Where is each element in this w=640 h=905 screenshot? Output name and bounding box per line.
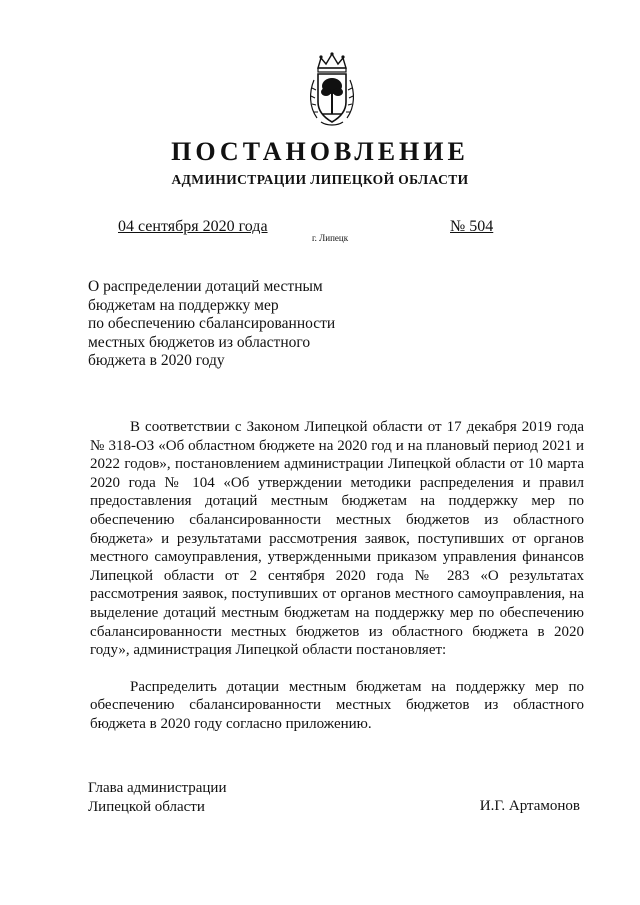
document-type-title: ПОСТАНОВЛЕНИЕ: [171, 137, 469, 166]
signatory-title-line: Липецкой области: [88, 798, 205, 815]
issuer-title: АДМИНИСТРАЦИИ ЛИПЕЦКОЙ ОБЛАСТИ: [171, 172, 469, 187]
signatory-title: [88, 779, 226, 816]
subject-line: О распределении дотаций местным: [88, 278, 323, 295]
lipetsk-coat-of-arms-icon: [309, 52, 355, 128]
document-body: [90, 418, 584, 734]
document-subject: [88, 278, 388, 371]
body-paragraph-legal-basis: В соответствии с Законом Липецкой области от 17 декабря 2019 года № 318-ОЗ «Об областном бюджете на 2020 год и на плановый период 2021 и 2022 годов», постановлением администрации Липецкой области от 10 марта 2020 года № 104 «Об утверждении методики распределения и правил предоставления дотаций местным бюджетам на поддержку мер по обеспечению сбалансированности местных бюджетов из областного бюджета» и результатами рассмотрения заявок, поступивших от органов местного самоуправления, утвержденными приказом управления финансов Липецкой области от 2 сентября 2020 года № 283 «О результатах рассмотрения заявок, поступивших от органов местного самоуправления, на выделение дотаций местным бюджетам на поддержку мер по обеспечению сбалансированности местных бюджетов из областного бюджета в 2020 году», администрация Липецкой области постановляет:: [90, 419, 584, 659]
document-city: г. Липецк: [312, 233, 349, 243]
document-number: № 504: [450, 218, 494, 235]
signatory-title-line: Глава администрации: [88, 780, 227, 796]
subject-line: бюджета в 2020 году: [88, 352, 225, 369]
signatory-name: И.Г. Артамонов: [479, 798, 580, 814]
subject-line: по обеспечению сбалансированности: [88, 315, 336, 332]
subject-line: местных бюджетов из областного: [88, 333, 311, 351]
subject-line: бюджетам на поддержку мер: [88, 296, 279, 314]
body-paragraph-resolution: Распределить дотации местным бюджетам на поддержку мер по обеспечению сбалансированности местных бюджетов из областного бюджета в 2020 году согласно приложению.: [90, 678, 584, 732]
document-date: 04 сентября 2020 года: [118, 218, 268, 235]
